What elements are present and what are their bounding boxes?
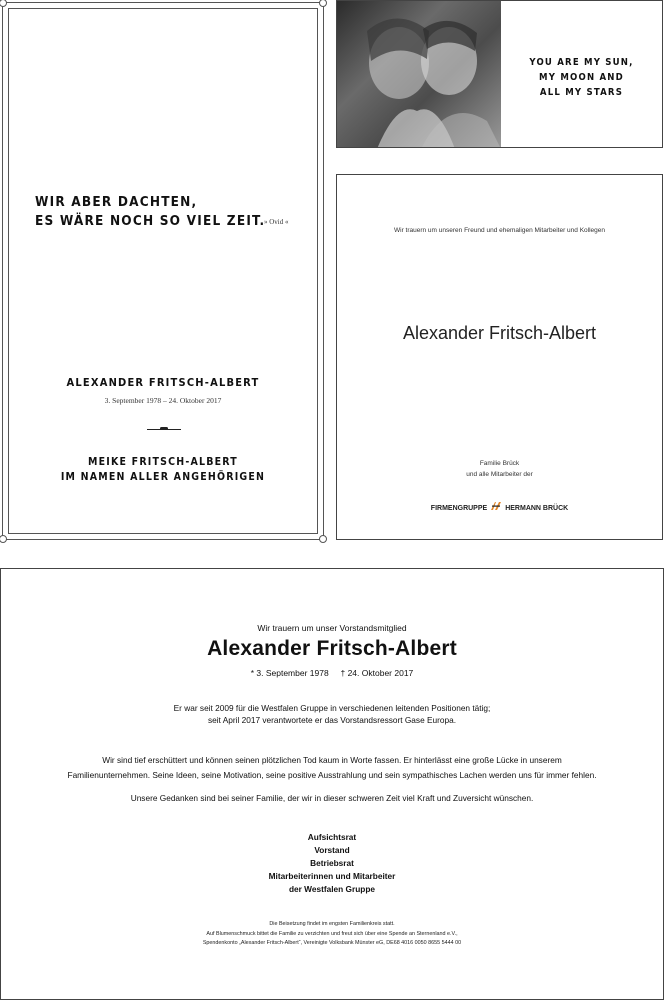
signature-line: der Westfalen Gruppe xyxy=(288,884,376,894)
deceased-name: Alexander Fritsch-Albert xyxy=(207,637,457,660)
corner-ornament-icon xyxy=(319,535,327,543)
life-dates: * 3. September 1978 † 24. Oktober 2017 xyxy=(250,668,414,678)
signature-line: Vorstand xyxy=(314,845,350,855)
paragraph-line: Er war seit 2009 für die Westfalen Gruppe in verschiedenen leitenden Positionen tätig; xyxy=(173,703,491,713)
footnote-line: Spendenkonto „Alexander Fritsch-Albert“, Vereinigte Volksbank Münster eG, DE68 4016 0050 8655 5444 00 xyxy=(202,940,462,946)
hb-logo-icon xyxy=(490,501,502,511)
quote-line: WIR ABER DACHTEN, xyxy=(35,194,198,210)
life-dates: 3. September 1978 – 24. Oktober 2017 xyxy=(104,396,222,405)
logo-text-right: HERMANN BRÜCK xyxy=(505,505,569,512)
sender-line: und alle Mitarbeiter der xyxy=(466,471,533,478)
couple-photo-icon xyxy=(337,1,501,148)
signature-block xyxy=(1,831,663,896)
obituary-card-poster xyxy=(2,2,324,540)
quote xyxy=(35,193,265,231)
signature-line: Betriebsrat xyxy=(310,858,354,868)
photo-card xyxy=(336,0,663,148)
divider-ornament-icon xyxy=(147,429,181,430)
career-paragraph xyxy=(1,702,663,726)
logo-text-left: FIRMENGRUPPE xyxy=(430,505,488,512)
sender-line: Familie Brück xyxy=(479,460,520,467)
corner-ornament-icon xyxy=(0,535,7,543)
paragraph-line: Wir sind tief erschüttert und können seinen plötzlichen Tod kaum in Worte fassen. Er hinterlässt eine große Lücke in unserem xyxy=(102,755,562,765)
corner-ornament-icon xyxy=(319,0,327,7)
couple-photo xyxy=(337,1,501,148)
love-quote-line: ALL MY STARS xyxy=(539,87,624,98)
deceased-name: ALEXANDER FRITSCH-ALBERT xyxy=(66,376,260,389)
paragraph-line: seit April 2017 verantwortete er das Vorstandsressort Gase Europa. xyxy=(207,715,457,725)
paragraph-line: Familienunternehmen. Seine Ideen, seine Motivation, seine positive Ausstrahlung und sein sympathisches Lachen werden uns für immer fehlen. xyxy=(67,770,597,780)
board-obituary-card xyxy=(0,568,664,1000)
signature-line: MEIKE FRITSCH-ALBERT xyxy=(88,456,238,468)
company-logo xyxy=(337,501,662,512)
intro-text: Wir trauern um unser Vorstandsmitglied xyxy=(257,623,407,633)
thoughts-paragraph: Unsere Gedanken sind bei seiner Familie, der wir in dieser schweren Zeit viel Kraft und Zuversicht wünschen. xyxy=(130,793,534,803)
signature-line: IM NAMEN ALLER ANGEHÖRIGEN xyxy=(60,471,266,483)
corner-ornament-icon xyxy=(0,0,7,7)
condolence-paragraph xyxy=(1,753,663,783)
footnote-line: Die Beisetzung findet im engsten Familienkreis statt. xyxy=(269,921,395,927)
signature-line: Aufsichtsrat xyxy=(307,832,357,842)
love-quote xyxy=(501,55,662,100)
signature xyxy=(3,455,323,485)
intro-text: Wir trauern um unseren Freund und ehemaligen Mitarbeiter und Kollegen xyxy=(393,227,605,234)
footnote xyxy=(1,920,663,949)
quote-line: ES WÄRE NOCH SO VIEL ZEIT. xyxy=(35,213,266,229)
love-quote-line: MY MOON AND xyxy=(539,72,624,83)
company-obituary-card xyxy=(336,174,663,540)
deceased-name: Alexander Fritsch-Albert xyxy=(402,323,597,343)
footnote-line: Auf Blumenschmuck bittet die Familie zu verzichten und freut sich über eine Spende an Sternenland e.V., xyxy=(206,930,458,937)
quote-author: » Ovid « xyxy=(264,218,289,226)
love-quote-line: YOU ARE MY SUN, xyxy=(529,57,634,68)
signature-line: Mitarbeiterinnen und Mitarbeiter xyxy=(268,871,396,881)
sender xyxy=(337,458,662,480)
